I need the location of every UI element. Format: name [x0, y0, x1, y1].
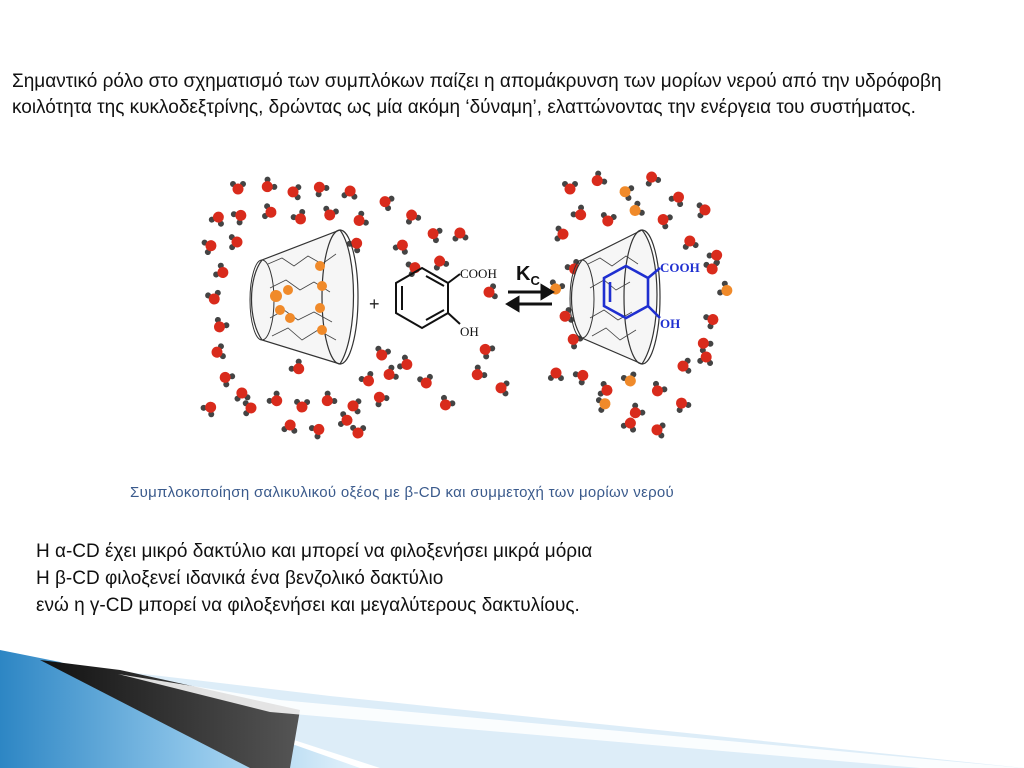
water-molecule: [697, 350, 715, 367]
water-molecule: [243, 400, 257, 417]
water-molecule: [627, 200, 646, 220]
cooh-label-left: COOH: [460, 266, 497, 281]
water-molecule: [230, 181, 246, 195]
water-molecule: [341, 184, 359, 200]
water-molecule: [597, 380, 615, 399]
water-molecule: [562, 181, 578, 195]
water-molecule: [425, 224, 443, 244]
water-molecule: [548, 367, 564, 381]
water-molecule: [372, 345, 391, 363]
water-molecule: [230, 206, 250, 227]
water-molecule: [290, 208, 311, 228]
water-molecule: [495, 379, 510, 396]
cooh-label-right: COOH: [660, 260, 700, 275]
water-molecule: [199, 398, 220, 419]
water-molecule: [377, 192, 395, 212]
cyclodextrin-left: [250, 230, 358, 364]
water-molecule: [595, 395, 612, 414]
water-molecule: [351, 210, 370, 230]
kc-label: $K_C$: [516, 263, 540, 288]
water-molecule: [396, 354, 416, 375]
water-molecule: [696, 201, 711, 218]
note-line-alpha: Η α-CD έχει μικρό δακτύλιο και μπορεί να φιλοξενήσει μικρά μόρια: [36, 541, 593, 562]
water-molecule: [655, 210, 674, 230]
plus-sign: +: [369, 294, 380, 314]
water-molecule: [476, 340, 496, 361]
water-molecule: [287, 357, 308, 378]
water-molecule: [588, 169, 608, 190]
water-molecule: [620, 371, 640, 389]
water-molecule: [648, 380, 669, 400]
water-molecule: [210, 343, 226, 361]
water-molecule: [430, 253, 450, 272]
water-molecule: [318, 389, 339, 410]
salicylic-acid-left: [396, 268, 460, 328]
water-molecule: [672, 394, 693, 414]
cyclodextrin-right: [570, 230, 660, 364]
water-molecule: [402, 207, 422, 226]
figure-caption: Συμπλοκοποίηση σαλικυλικού οξέος με β-CD και συμμετοχή των μορίων νερού: [130, 484, 675, 501]
water-molecule: [554, 225, 569, 242]
water-molecule: [281, 418, 299, 434]
water-molecule: [703, 260, 721, 276]
water-molecule: [482, 283, 498, 301]
water-molecule: [265, 389, 286, 410]
water-molecule: [642, 169, 662, 187]
water-molecule: [201, 236, 219, 256]
complexation-figure: [190, 168, 750, 448]
water-molecule: [294, 399, 310, 413]
intro-paragraph: Σημαντικό ρόλο στο σχηματισμό των συμπλόκων παίζει η απομάκρυνση των μορίων νερού από την υδρόφοβη κοιλότητα της κυκλοδεξτρίνης, δρώντας ως μία ακόμη ‘δύναμη’, ελαττώνοντας την ενέργεια του συστήματος.: [12, 71, 942, 118]
water-molecule: [216, 368, 236, 389]
water-molecule: [677, 358, 692, 375]
water-molecule: [618, 183, 635, 202]
note-line-beta: Η β-CD φιλοξενεί ιδανικά ένα βενζολικό δακτύλιο: [36, 568, 444, 589]
water-molecule: [347, 397, 362, 414]
water-molecule: [569, 203, 590, 224]
water-molecule: [204, 289, 223, 306]
water-molecule: [258, 175, 279, 196]
water-molecules-left: [199, 175, 509, 440]
water-molecule: [417, 373, 436, 390]
water-molecule: [370, 388, 391, 408]
water-molecule: [308, 420, 328, 441]
water-molecule: [681, 234, 699, 250]
water-molecule: [233, 387, 251, 402]
water-molecule: [212, 262, 231, 282]
water-molecule: [229, 234, 243, 250]
decorative-swoosh: [0, 640, 1024, 768]
water-molecule: [321, 205, 340, 222]
equilibrium-arrows: [508, 286, 552, 310]
water-molecule: [716, 280, 735, 300]
oh-label-right: OH: [660, 316, 681, 331]
water-molecule: [451, 227, 468, 242]
water-molecule: [572, 366, 592, 387]
water-molecule: [310, 178, 331, 199]
water-molecule: [210, 316, 231, 336]
water-molecule: [599, 212, 617, 228]
note-line-gamma: ενώ η γ-CD μπορεί να φιλοξενήσει και μεγαλύτερους δακτυλίους.: [36, 595, 580, 616]
cyclodextrin-notes: [36, 538, 592, 619]
water-molecule: [350, 425, 366, 439]
water-molecule: [287, 184, 302, 201]
water-molecule: [468, 363, 489, 384]
water-molecule: [651, 421, 666, 439]
water-molecule: [702, 310, 721, 330]
water-molecule: [436, 394, 457, 414]
oh-label-left: OH: [460, 324, 479, 339]
water-molecule: [694, 334, 715, 355]
water-molecule: [261, 203, 278, 221]
water-molecule: [208, 209, 228, 228]
water-molecule: [358, 370, 379, 390]
water-molecule: [381, 364, 400, 384]
water-molecule: [392, 237, 412, 256]
water-molecule: [668, 188, 689, 208]
